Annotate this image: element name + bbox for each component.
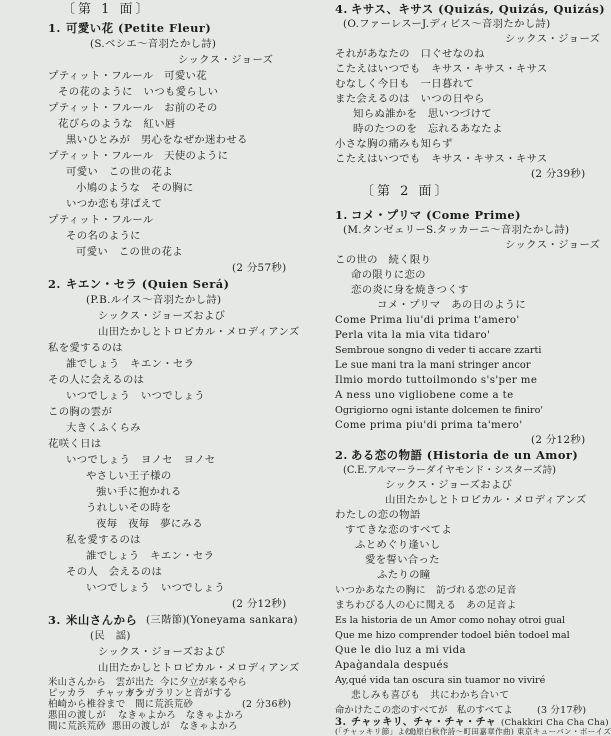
song-duration: (2 分12秒)	[232, 598, 287, 610]
song-title: コメ・プリマ (Come Prime)	[351, 208, 522, 222]
lyric-line: すてきな恋のすべてよ	[345, 524, 453, 536]
song-number: 2.	[48, 277, 61, 291]
lyric-line: 小さな胸の痛みも知らず	[335, 138, 453, 150]
side-2-heading: 〔第 2 面〕	[361, 184, 451, 199]
lyric-line: ふとめぐり逢いし	[355, 539, 441, 551]
lyric-line: Que le dio luz a mi vida	[335, 645, 466, 656]
song-title: キエン・セラ (Quien Será)	[66, 277, 230, 291]
lyric-line: 柏崎から椎谷まで 間に荒浜荒砂	[48, 699, 194, 710]
song-title-latin: (Chakkiri Cha Cha Cha)	[501, 717, 609, 727]
song-credit: (C.E.アルマーラーダイヤモンド・シスターズ詩)	[343, 465, 556, 476]
song-duration: (2 分36秒)	[242, 699, 292, 710]
lyric-line: ふたりの瞳	[377, 569, 431, 581]
lyric-line: この胸の雲が	[48, 406, 113, 418]
lyric-line: いつでしょう いつでしょう	[86, 582, 225, 594]
song-performer: 山田たかしとトロピカル・メロディアンズ	[98, 662, 300, 674]
lyric-line: 恋の炎に身を焼きつくす	[351, 284, 469, 296]
lyric-line: プティット・フルール お前のその	[48, 102, 218, 114]
lyric-line: いつかあなたの胸に 訪づれる恋の足音	[335, 585, 517, 596]
lyric-line: Come prima piu'di prima ta'mero'	[335, 420, 523, 431]
lyric-line: ドンガラリンと音がする	[126, 688, 233, 699]
lyric-line: 時のたつのを 忘れるあなたよ	[353, 123, 503, 135]
lyric-line: やさしい王子様の	[86, 470, 172, 482]
lyric-line: プティット・フルール	[48, 214, 154, 226]
song-number: 3.	[335, 717, 347, 728]
side-1-heading: 〔第 1 面〕	[62, 2, 152, 17]
lyric-line: 可愛い この世の花よ	[76, 246, 183, 258]
song-title: キサス、キサス (Quizás, Quizás, Quizás)	[351, 2, 606, 16]
lyric-line: むなしく今日も 一日暮れて	[335, 78, 474, 90]
lyric-line: それがあなたの 口ぐせなのね	[335, 48, 485, 60]
song-duration: (2 分57秒)	[232, 262, 287, 274]
lyric-line: 悲しみも喜びも 共にわかち合いて	[351, 690, 510, 701]
lyric-line: 私を愛するのは	[48, 342, 123, 354]
lyric-line: 悪田の渡しが	[48, 710, 107, 721]
song-performer: シックス・ジョーズ	[178, 54, 274, 66]
song-duration: (2 分12秒)	[531, 434, 586, 446]
lyric-line: 大きくふくらみ	[66, 422, 141, 434]
lyric-line: Sembroue songno di veder ti accare zzarti	[335, 345, 542, 356]
song-duration: (2 分39秒)	[531, 168, 586, 180]
lyric-line: いつか恋も芽ばえて	[66, 198, 163, 210]
lyric-line: Que me hizo comprender todoel biên todoel mal	[335, 630, 570, 641]
song-performer: シックス・ジョーズ	[505, 33, 601, 45]
lyric-line: いつでしょう いつでしょう	[66, 390, 205, 402]
song-title-latin: (Yoneyama sankara)	[186, 614, 298, 626]
lyric-line: 黒いひとみが 男心をなぜか迷わせる	[66, 134, 248, 146]
song-origin: (民 謡)	[90, 630, 131, 642]
lyric-line: 強い手に抱かれる	[96, 486, 182, 498]
song-performer: シックス・ジョーズおよび	[385, 479, 513, 491]
lyric-line: 小鳩のような その胸に	[76, 182, 194, 194]
lyric-line: Le sue mani tra la mani stringer ancor	[335, 360, 531, 371]
lyric-line: A ness uno vigliobene come a te	[335, 390, 514, 401]
lyric-line: 花咲く日は	[48, 438, 102, 450]
song-credit: (M.タンゼェリーS.タッカーニ〜音羽たかし詩)	[343, 224, 570, 236]
song-title: ある恋の物語 (Historia de un Amor)	[351, 448, 579, 462]
lyric-line: 誰でしょう キエン・セラ	[66, 358, 195, 370]
song-number: 4.	[335, 2, 348, 16]
lyric-line: Apag̀andala después	[335, 660, 449, 671]
lyric-line: 知らぬ誰かを 思いつづけて	[353, 108, 492, 120]
song-performer: シックス・ジョーズおよび	[98, 310, 226, 322]
song-credit: (S.ベシエ〜音羽たかし詩)	[90, 38, 217, 50]
song-credit: (P.B.ルイス〜音羽たかし詩)	[86, 294, 222, 306]
lyric-line: Perla vita la mia vita tidaro'	[335, 330, 491, 341]
song-number: 2.	[335, 448, 348, 462]
lyric-line: その人に会えるのは	[48, 374, 145, 386]
lyric-line: うれしいその時を	[86, 502, 172, 514]
lyric-line: 命かけたこの恋のすべてが 私のすべてよ	[335, 705, 513, 716]
song-performer: シックス・ジョーズおよび	[98, 646, 226, 658]
song-performer: 東京キューバン・ボーイズ	[517, 727, 611, 736]
song-performer: 山田たかしとトロピカル・メロディアンズ	[385, 494, 587, 506]
song-number: 3.	[48, 613, 61, 627]
song-title: 米山さんから	[66, 613, 138, 627]
lyric-line: Ilmio mordo tuttoilmondo s's'per me	[335, 375, 538, 386]
lyric-line: Come Prima liu'di prima t'amero'	[335, 315, 520, 326]
song-subtitle: (「チャッキリ節」より)	[335, 727, 417, 736]
song-number: 1.	[335, 208, 348, 222]
song-title-extra: (三階節)	[146, 614, 187, 626]
song-performer: 山田たかしとトロピカル・メロディアンズ	[98, 326, 300, 338]
lyric-line: 命の限りに恋の	[351, 269, 426, 281]
lyric-line: Es la historia de un Amor como nohay otroi gual	[335, 615, 565, 626]
lyric-line: 悪田の渡しが なきゃよかろ	[112, 721, 238, 732]
song-number: 1.	[48, 21, 61, 35]
song-title: チャッキリ、チャ・チャ・チャ	[351, 717, 497, 728]
lyric-line: まちわびる人の心に聞える あの足音よ	[335, 600, 517, 611]
lyric-line: 誰でしょう キエン・セラ	[86, 550, 215, 562]
lyric-line: わたしの恋の物語	[335, 509, 421, 521]
song-title: 可愛い花 (Petite Fleur)	[66, 21, 212, 35]
lyric-line: また会えるのは いつの日やら	[335, 93, 485, 105]
lyric-line: こたえはいつでも キサス・キサス・キサス	[335, 153, 548, 165]
lyric-line: 愛を誓い合った	[365, 554, 440, 566]
lyric-line: 可愛い この世の花よ	[66, 166, 173, 178]
lyric-line: Ogrigiorno ogni istante dolcemen te finiro'	[335, 405, 544, 416]
lyric-line: 間に荒浜荒砂	[48, 721, 107, 732]
lyric-line: この世の 続く限り	[335, 254, 432, 266]
lyric-line: 私を愛するのは	[66, 534, 141, 546]
lyric-line: Ay,qué vida tan oscura sin tuamor no viviré	[335, 675, 546, 686]
lyric-line: いつでしょう ヨノセ ヨノセ	[66, 454, 216, 466]
lyric-line: プティット・フルール 天使のように	[48, 150, 229, 162]
lyric-line: その花のように いつも愛らしい	[58, 86, 219, 98]
lyric-line: 花びらのような 紅い唇	[58, 118, 176, 130]
song-credit: (O.ファーレスーJ.ディビス〜音羽たかし詩)	[343, 18, 551, 30]
lyric-line: ピッカラ チャッカラ	[48, 688, 145, 699]
lyric-line: こたえはいつでも キサス・キサス・キサス	[335, 63, 548, 75]
lyric-line: なきゃよかろ なきゃよかろ	[118, 710, 244, 721]
lyric-line: 米山さんから 雲が出た	[48, 677, 155, 688]
lyric-line: コメ・プリマ あの日のように	[377, 299, 527, 311]
lyric-line: 今に夕立が来るやら	[160, 677, 248, 688]
song-duration: (3 分17秒)	[537, 705, 587, 716]
song-credit: (北原白秋作詩〜町田嘉章作曲)	[405, 727, 515, 736]
song-performer: シックス・ジョーズ	[505, 239, 601, 251]
lyric-line: 夜毎 夜毎 夢にみる	[96, 518, 203, 530]
lyric-line: その人 会えるのは	[66, 566, 163, 578]
lyric-line: プティット・フルール 可愛い花	[48, 70, 207, 82]
lyric-line: その名のように	[66, 230, 141, 242]
